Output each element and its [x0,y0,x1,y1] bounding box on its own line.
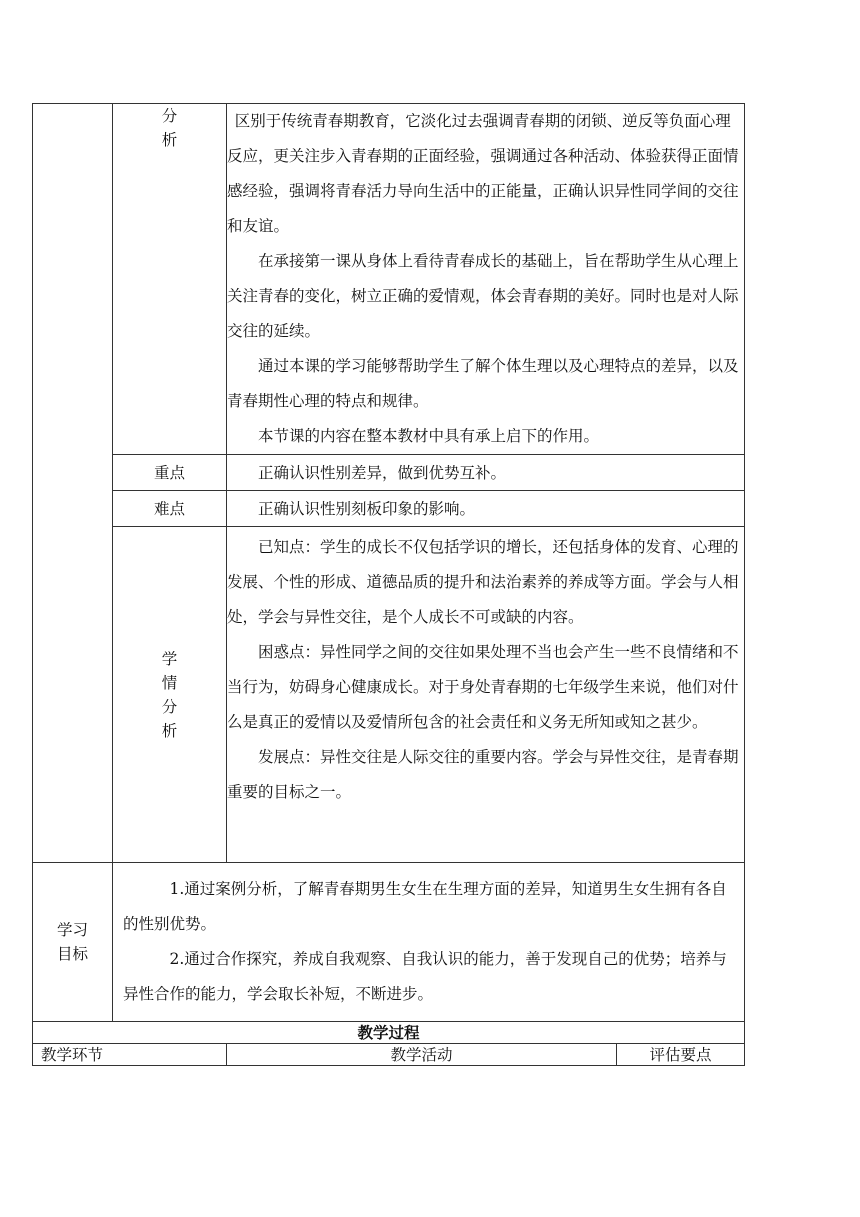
difficulty-text: 正确认识性别刻板印象的影响。 [258,499,476,518]
objectives-label-line: 学习 [56,921,88,939]
process-title-row [33,1022,745,1044]
left-blank-cell [33,104,113,863]
analysis-label [113,104,227,455]
analysis-paragraph: 本节课的内容在整本教材中具有承上启下的作用。 [258,427,600,445]
objectives-row [33,863,745,1022]
student-analysis-label-line: 分 [161,697,178,716]
student-analysis-label-line: 析 [161,721,178,740]
student-analysis-paragraph: 发展点：异性交往是人际交往的重要内容。学会与异性交往，是青春期重要的目标之一。 [227,748,739,801]
difficulty-row [33,491,745,527]
process-header-stage: 教学环节 [33,1044,227,1066]
process-header-row [33,1044,745,1066]
analysis-label-line: 分 [161,107,178,125]
lesson-plan-table [32,103,745,1066]
objective-item: 1.通过案例分析，了解青春期男生女生在生理方面的差异，知道男生女生拥有各自的性别优势。 [123,880,727,933]
process-header-activity: 教学活动 [227,1044,617,1066]
analysis-paragraph: 通过本课的学习能够帮助学生了解个体生理以及心理特点的差异，以及青春期性心理的特点和规律。 [227,357,739,410]
objectives-label [33,863,113,1022]
objective-item: 2.通过合作探究，养成自我观察、自我认识的能力，善于发现自己的优势；培养与异性合作的能力，学会取长补短，不断进步。 [123,950,727,1003]
difficulty-label: 难点 [113,491,227,527]
analysis-row [33,104,745,455]
process-header-evaluation: 评估要点 [617,1044,745,1066]
key-point-row [33,455,745,491]
student-analysis-paragraph: 已知点：学生的成长不仅包括学识的增长，还包括身体的发育、心理的发展、个性的形成、道德品质的提升和法治素养的养成等方面。学会与人相处，学会与异性交往，是个人成长不可或缺的内容。 [227,538,739,626]
objectives-content [113,863,745,1022]
difficulty-content [227,491,745,527]
process-title: 教学过程 [33,1022,745,1044]
student-analysis-content [227,527,745,863]
analysis-label-line: 析 [161,131,178,149]
key-point-text: 正确认识性别差异，做到优势互补。 [258,463,507,482]
analysis-paragraph: 区别于传统青春期教育，它淡化过去强调青春期的闭锁、逆反等负面心理反应，更关注步入青春期的正面经验，强调通过各种活动、体验获得正面情感经验，强调将青春活力导向生活中的正能量，正确认识异性同学间的交往和友谊。 [227,112,739,235]
key-point-label: 重点 [113,455,227,491]
student-analysis-label-line: 学 [161,649,178,668]
analysis-content [227,104,745,455]
analysis-paragraph: 在承接第一课从身体上看待青春成长的基础上，旨在帮助学生从心理上关注青春的变化，树立正确的爱情观，体会青春期的美好。同时也是对人际交往的延续。 [227,252,739,340]
student-analysis-row [33,527,745,863]
student-analysis-label [113,527,227,863]
student-analysis-paragraph: 困惑点：异性同学之间的交往如果处理不当也会产生一些不良情绪和不当行为，妨碍身心健康成长。对于身处青春期的七年级学生来说，他们对什么是真正的爱情以及爱情所包含的社会责任和义务无所知或知之甚少。 [227,643,739,731]
key-point-content [227,455,745,491]
student-analysis-label-line: 情 [161,673,178,692]
objectives-label-line: 目标 [56,945,88,963]
